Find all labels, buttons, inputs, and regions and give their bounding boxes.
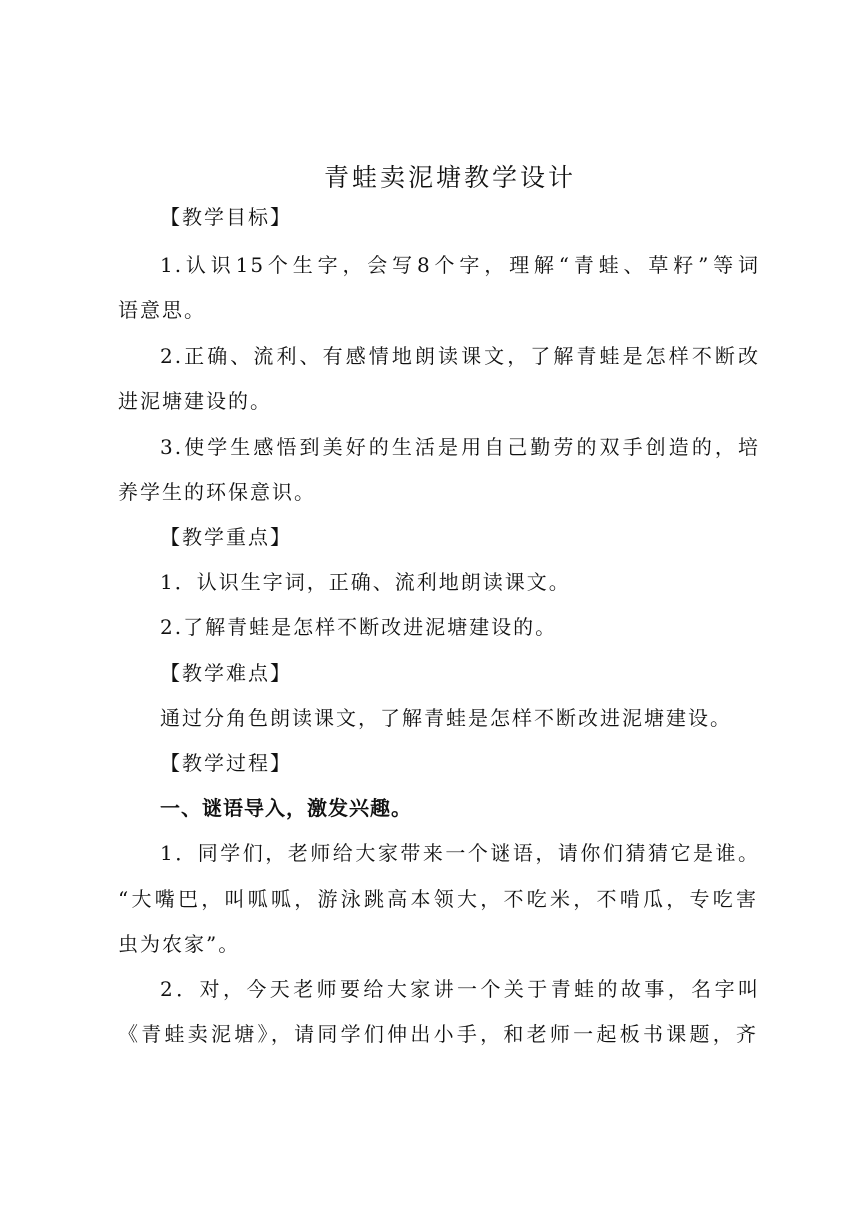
paragraph-line: 2.正确、流利、有感情地朗读课文，了解青蛙是怎样不断改 [160,344,760,368]
paragraph-line: 虫为农家”。 [118,932,241,956]
paragraph-line: 1．同学们，老师给大家带来一个谜语，请你们猜猜它是谁。 [160,841,760,865]
document-title: 青蛙卖泥塘教学设计 [323,163,576,192]
section-heading-difficulties: 【教学难点】 [160,661,292,685]
paragraph-line: “大嘴巴，叫呱呱，游泳跳高本领大，不吃米，不啃瓜，专吃害 [118,887,758,911]
paragraph-line: 2.了解青蛙是怎样不断改进泥塘建设的。 [160,615,558,639]
paragraph-line: 1.认识15个生字，会写8个字，理解“青蛙、草籽”等词 [160,253,760,277]
paragraph-line: 3.使学生感悟到美好的生活是用自己勤劳的双手创造的，培 [160,435,760,459]
section-heading-process: 【教学过程】 [160,751,292,775]
paragraph-line: 语意思。 [118,298,206,322]
paragraph-line: 进泥塘建设的。 [118,389,272,413]
paragraph-line: 1．认识生字词，正确、流利地朗读课文。 [160,570,571,594]
paragraph-line: 养学生的环保意识。 [118,480,316,504]
paragraph-line: 《青蛙卖泥塘》，请同学们伸出小手，和老师一起板书课题，齐 [118,1022,758,1046]
section-heading-objectives: 【教学目标】 [160,205,292,229]
subsection-heading: 一、谜语导入，激发兴趣。 [160,796,412,820]
section-heading-key-points: 【教学重点】 [160,525,292,549]
paragraph-line: 2．对，今天老师要给大家讲一个关于青蛙的故事，名字叫 [160,977,760,1001]
paragraph-line: 通过分角色朗读课文，了解青蛙是怎样不断改进泥塘建设。 [160,706,732,730]
